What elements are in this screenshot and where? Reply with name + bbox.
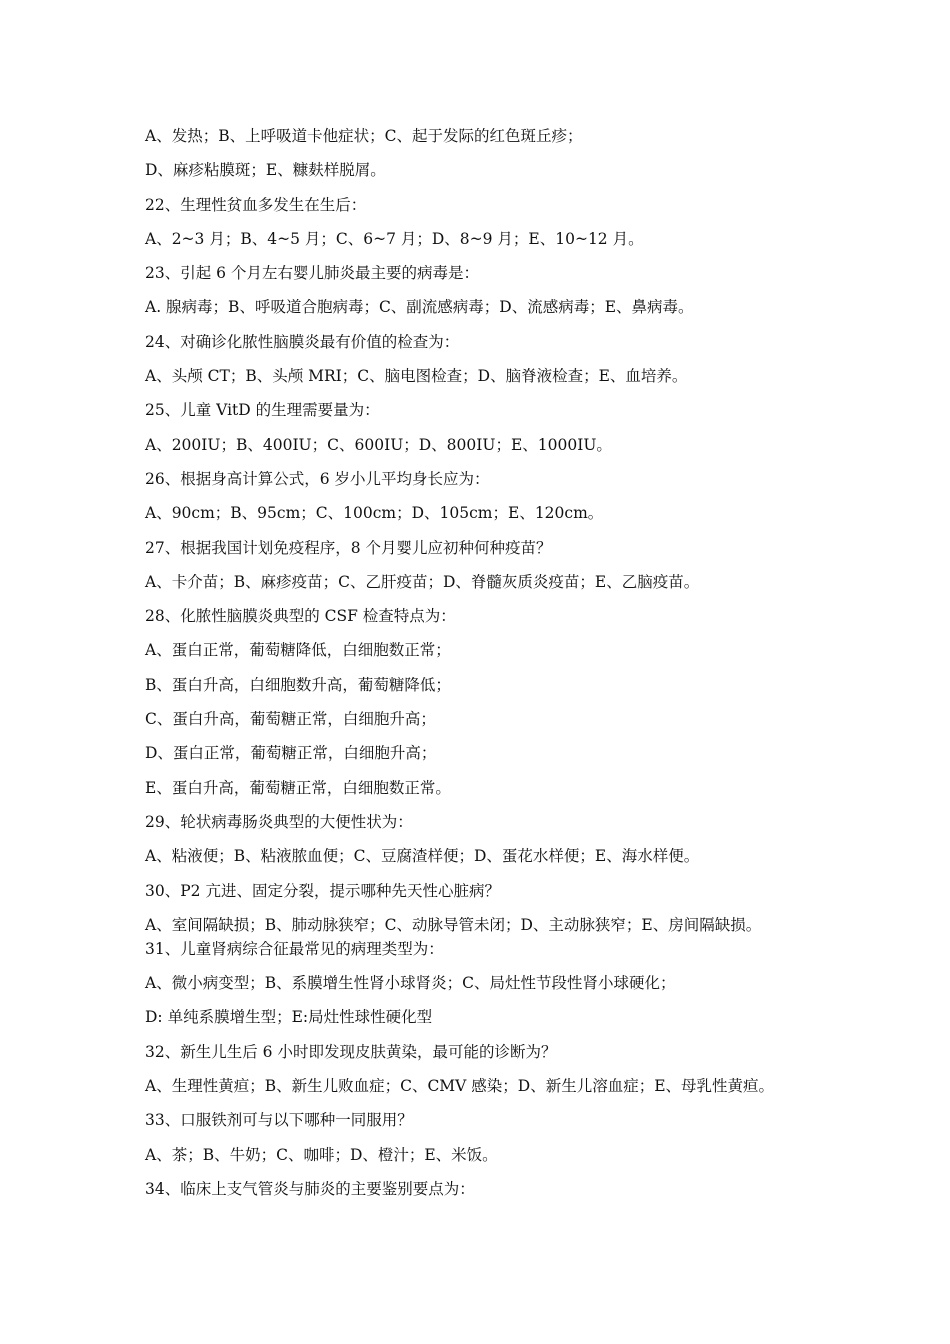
question-25: 25、儿童 VitD 的生理需要量为： [145,401,380,420]
options-26: A、90cm；B、95cm；C、100cm；D、105cm；E、120cm。 [145,504,604,523]
option-28-b: B、蛋白升高，白细胞数升高，葡萄糖降低； [145,675,451,694]
options-25: A、200IU；B、400IU；C、600IU；D、800IU；E、1000IU。 [145,435,612,454]
question-29: 29、轮状病毒肠炎典型的大便性状为： [145,812,413,831]
question-27: 27、根据我国计划免疫程序，8 个月婴儿应初种何种疫苗？ [145,538,552,557]
question-text-block [145,124,845,1211]
question-34: 34、临床上支气管炎与肺炎的主要鉴别要点为： [145,1179,475,1198]
options-23: A. 腺病毒；B、呼吸道合胞病毒；C、副流感病毒；D、流感病毒；E、鼻病毒。 [145,298,694,317]
question-30: 30、P2 亢进、固定分裂，提示哪种先天性心脏病？ [145,881,500,900]
options-22: A、2~3 月；B、4~5 月；C、6~7 月；D、8~9 月；E、10~12 月。 [145,229,644,248]
option-28-d: D、蛋白正常，葡萄糖正常，白细胞升高； [145,744,437,763]
options-27: A、卡介苗；B、麻疹疫苗；C、乙肝疫苗；D、脊髓灰质炎疫苗；E、乙脑疫苗。 [145,572,700,591]
options-31-abc: A、微小病变型；B、系膜增生性肾小球肾炎；C、局灶性节段性肾小球硬化； [145,974,676,993]
options-29: A、粘液便；B、粘液脓血便；C、豆腐渣样便；D、蛋花水样便；E、海水样便。 [145,847,700,866]
options-30: A、室间隔缺损；B、肺动脉狭窄；C、动脉导管未闭；D、主动脉狭窄；E、房间隔缺损。 [145,915,762,934]
question-28: 28、化脓性脑膜炎典型的 CSF 检查特点为： [145,607,456,626]
options-32: A、生理性黄疸；B、新生儿败血症；C、CMV 感染；D、新生儿溶血症；E、母乳性黄疸。 [145,1077,775,1096]
question-26: 26、根据身高计算公式，6 岁小儿平均身长应为： [145,469,490,488]
option-28-c: C、蛋白升高，葡萄糖正常，白细胞升高； [145,710,436,729]
question-22: 22、生理性贫血多发生在生后： [145,195,367,214]
question-33: 33、口服铁剂可与以下哪种一同服用？ [145,1111,413,1130]
question-32: 32、新生儿生后 6 小时即发现皮肤黄染，最可能的诊断为？ [145,1042,557,1061]
option-28-e: E、蛋白升高，葡萄糖正常，白细胞数正常。 [145,778,451,797]
question-24: 24、对确诊化脓性脑膜炎最有价值的检查为： [145,332,460,351]
text-line: A、发热；B、上呼吸道卡他症状；C、起于发际的红色斑丘疹； [145,127,583,145]
option-28-a: A、蛋白正常，葡萄糖降低，白细胞数正常； [145,641,451,660]
text-line: D、麻疹粘膜斑；E、糠麸样脱屑。 [145,161,386,180]
question-31: 31、儿童肾病综合征最常见的病理类型为： [145,939,444,958]
options-24: A、头颅 CT；B、头颅 MRI；C、脑电图检查；D、脑脊液检查；E、血培养。 [145,367,688,386]
question-23: 23、引起 6 个月左右婴儿肺炎最主要的病毒是： [145,264,479,283]
options-31-de: D: 单纯系膜增生型；E:局灶性球性硬化型 [145,1008,433,1027]
options-33: A、茶；B、牛奶；C、咖啡；D、橙汁；E、米饭。 [145,1145,498,1164]
